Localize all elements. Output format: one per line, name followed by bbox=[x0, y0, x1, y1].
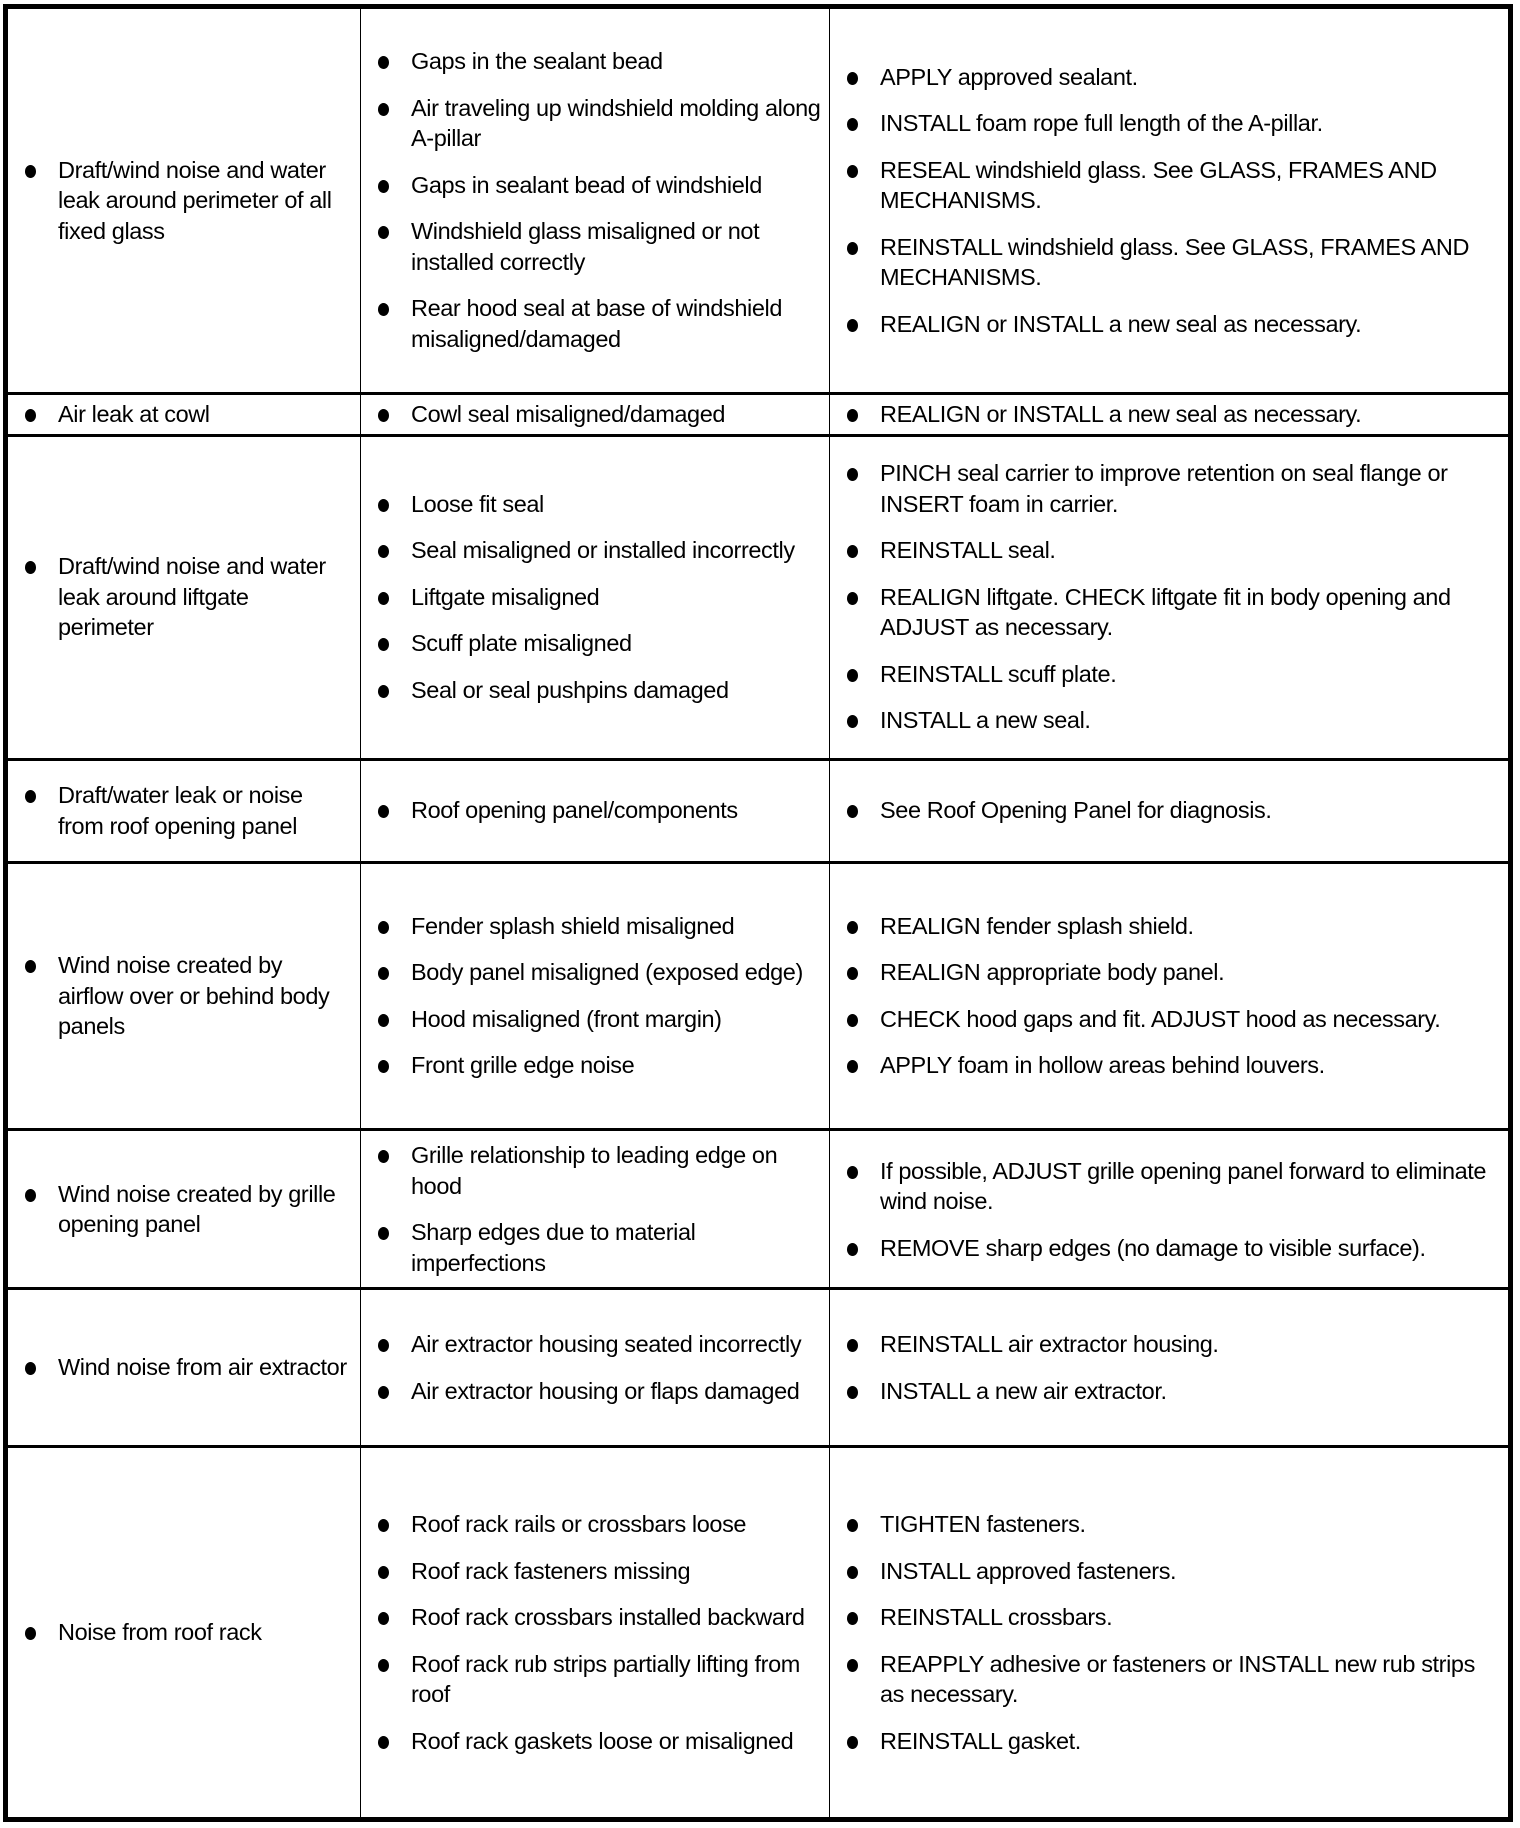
bullet-item: Rear hood seal at base of windshield misaligned/damaged bbox=[411, 293, 821, 354]
bullet-item: Roof rack crossbars installed backward bbox=[411, 1602, 821, 1633]
bullet-item: Grille relationship to leading edge on hood bbox=[411, 1140, 821, 1201]
bullet-item: REALIGN or INSTALL a new seal as necessary. bbox=[880, 399, 1498, 430]
action-cell bbox=[830, 437, 1508, 758]
action-cell bbox=[830, 1131, 1508, 1287]
bullet-item: Cowl seal misaligned/damaged bbox=[411, 399, 821, 430]
bullet-item: Roof rack rails or crossbars loose bbox=[411, 1509, 821, 1540]
condition-cell bbox=[8, 9, 361, 392]
bullet-item: REALIGN appropriate body panel. bbox=[880, 957, 1498, 988]
bullet-item: Wind noise from air extractor bbox=[58, 1352, 350, 1383]
action-cell bbox=[830, 761, 1508, 861]
bullet-item: REINSTALL gasket. bbox=[880, 1726, 1498, 1757]
bullet-item: INSTALL a new seal. bbox=[880, 705, 1498, 736]
bullet-item: INSTALL a new air extractor. bbox=[880, 1376, 1498, 1407]
cause-cell bbox=[361, 437, 830, 758]
bullet-item: Draft/water leak or noise from roof opening panel bbox=[58, 780, 350, 841]
bullet-item: APPLY approved sealant. bbox=[880, 62, 1498, 93]
bullet-item: Fender splash shield misaligned bbox=[411, 911, 821, 942]
bullet-item: APPLY foam in hollow areas behind louvers. bbox=[880, 1050, 1498, 1081]
bullet-item: REINSTALL crossbars. bbox=[880, 1602, 1498, 1633]
table-row bbox=[8, 1445, 1508, 1817]
bullet-item: Wind noise created by airflow over or behind body panels bbox=[58, 950, 350, 1042]
bullet-item: If possible, ADJUST grille opening panel forward to eliminate wind noise. bbox=[880, 1156, 1498, 1217]
cause-cell bbox=[361, 1290, 830, 1445]
bullet-item: Noise from roof rack bbox=[58, 1617, 350, 1648]
action-cell bbox=[830, 864, 1508, 1129]
cause-cell bbox=[361, 864, 830, 1129]
bullet-item: REINSTALL scuff plate. bbox=[880, 659, 1498, 690]
bullet-item: INSTALL foam rope full length of the A-pillar. bbox=[880, 108, 1498, 139]
bullet-item: Liftgate misaligned bbox=[411, 582, 821, 613]
bullet-item: Roof opening panel/components bbox=[411, 795, 821, 826]
bullet-item: Air traveling up windshield molding along A-pillar bbox=[411, 93, 821, 154]
condition-cell bbox=[8, 864, 361, 1129]
condition-cell bbox=[8, 1448, 361, 1817]
bullet-item: REALIGN or INSTALL a new seal as necessary. bbox=[880, 309, 1498, 340]
condition-cell bbox=[8, 1131, 361, 1287]
bullet-item: Hood misaligned (front margin) bbox=[411, 1004, 821, 1035]
table-row bbox=[8, 861, 1508, 1129]
bullet-item: CHECK hood gaps and fit. ADJUST hood as necessary. bbox=[880, 1004, 1498, 1035]
bullet-item: Roof rack rub strips partially lifting from roof bbox=[411, 1649, 821, 1710]
bullet-item: Air extractor housing seated incorrectly bbox=[411, 1329, 821, 1360]
bullet-item: TIGHTEN fasteners. bbox=[880, 1509, 1498, 1540]
bullet-item: INSTALL approved fasteners. bbox=[880, 1556, 1498, 1587]
cause-cell bbox=[361, 761, 830, 861]
bullet-item: RESEAL windshield glass. See GLASS, FRAMES AND MECHANISMS. bbox=[880, 155, 1498, 216]
bullet-item: Seal or seal pushpins damaged bbox=[411, 675, 821, 706]
bullet-item: Scuff plate misaligned bbox=[411, 628, 821, 659]
action-cell bbox=[830, 1290, 1508, 1445]
bullet-item: Windshield glass misaligned or not installed correctly bbox=[411, 216, 821, 277]
action-cell bbox=[830, 1448, 1508, 1817]
bullet-item: Wind noise created by grille opening panel bbox=[58, 1179, 350, 1240]
bullet-item: Roof rack gaskets loose or misaligned bbox=[411, 1726, 821, 1757]
condition-cell bbox=[8, 437, 361, 758]
bullet-item: See Roof Opening Panel for diagnosis. bbox=[880, 795, 1498, 826]
bullet-item: REAPPLY adhesive or fasteners or INSTALL new rub strips as necessary. bbox=[880, 1649, 1498, 1710]
condition-cell bbox=[8, 395, 361, 434]
bullet-item: REINSTALL windshield glass. See GLASS, FRAMES AND MECHANISMS. bbox=[880, 232, 1498, 293]
bullet-item: Sharp edges due to material imperfections bbox=[411, 1217, 821, 1278]
action-cell bbox=[830, 395, 1508, 434]
table-row bbox=[8, 434, 1508, 758]
action-cell bbox=[830, 9, 1508, 392]
bullet-item: REMOVE sharp edges (no damage to visible surface). bbox=[880, 1233, 1498, 1264]
bullet-item: Seal misaligned or installed incorrectly bbox=[411, 535, 821, 566]
table-row bbox=[8, 392, 1508, 434]
diagnosis-table bbox=[3, 4, 1513, 1822]
bullet-item: PINCH seal carrier to improve retention on seal flange or INSERT foam in carrier. bbox=[880, 458, 1498, 519]
bullet-item: REINSTALL seal. bbox=[880, 535, 1498, 566]
bullet-item: Loose fit seal bbox=[411, 489, 821, 520]
bullet-item: Air leak at cowl bbox=[58, 399, 350, 430]
bullet-item: REALIGN fender splash shield. bbox=[880, 911, 1498, 942]
condition-cell bbox=[8, 1290, 361, 1445]
bullet-item: Roof rack fasteners missing bbox=[411, 1556, 821, 1587]
condition-cell bbox=[8, 761, 361, 861]
cause-cell bbox=[361, 1131, 830, 1287]
bullet-item: Air extractor housing or flaps damaged bbox=[411, 1376, 821, 1407]
bullet-item: Gaps in the sealant bead bbox=[411, 46, 821, 77]
bullet-item: Body panel misaligned (exposed edge) bbox=[411, 957, 821, 988]
table-row bbox=[8, 9, 1508, 392]
table-row bbox=[8, 1128, 1508, 1287]
table-row bbox=[8, 758, 1508, 861]
bullet-item: Draft/wind noise and water leak around perimeter of all fixed glass bbox=[58, 155, 350, 247]
cause-cell bbox=[361, 9, 830, 392]
bullet-item: REALIGN liftgate. CHECK liftgate fit in body opening and ADJUST as necessary. bbox=[880, 582, 1498, 643]
bullet-item: Front grille edge noise bbox=[411, 1050, 821, 1081]
table-row bbox=[8, 1287, 1508, 1445]
bullet-item: REINSTALL air extractor housing. bbox=[880, 1329, 1498, 1360]
cause-cell bbox=[361, 1448, 830, 1817]
bullet-item: Draft/wind noise and water leak around liftgate perimeter bbox=[58, 551, 350, 643]
cause-cell bbox=[361, 395, 830, 434]
bullet-item: Gaps in sealant bead of windshield bbox=[411, 170, 821, 201]
